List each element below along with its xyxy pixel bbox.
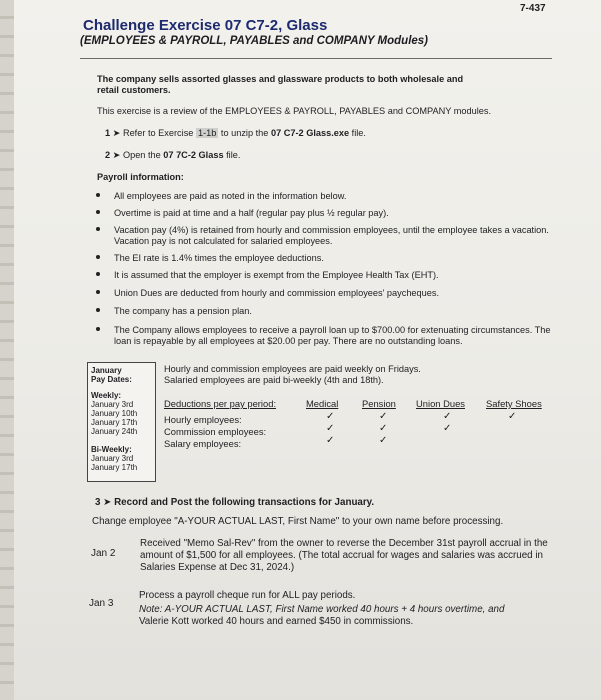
- column-header-safety-shoes: Safety Shoes: [486, 398, 542, 409]
- step-2: [105, 150, 240, 161]
- bullet-text: Vacation pay (4%) is retained from hourly and commission employees, until the employee takes a vacation. Vacation pay is not calculated for salaried employees.: [114, 225, 549, 246]
- row-label-commission: Commission employees:: [164, 426, 267, 437]
- weekly-date: January 17th: [91, 418, 138, 427]
- weekly-label: Weekly:: [91, 391, 122, 400]
- step-1-text: Refer to Exercise: [122, 128, 196, 138]
- intro-line-1: The company sells assorted glasses and glassware products to both wholesale and: [97, 74, 464, 84]
- step-2-text: Open the: [122, 150, 164, 160]
- change-employee-note: Change employee "A-YOUR ACTUAL LAST, First Name" to your own name before processing.: [92, 516, 504, 527]
- biweekly-date: January 17th: [91, 463, 138, 472]
- bullet-text: The Company allows employees to receive a payroll loan up to $700.00 for extenuating circumstances. The loan is repayable by all employees at $20.00 per pay. There are no outstanding loans.: [114, 325, 551, 346]
- transaction-date: Jan 2: [91, 548, 116, 559]
- bullet-icon: [96, 210, 100, 214]
- column-header-pension: Pension: [362, 398, 396, 409]
- page-number: 7-437: [520, 3, 546, 14]
- step-1-text-end: file.: [349, 128, 366, 138]
- intro-review: This exercise is a review of the EMPLOYEES & PAYROLL, PAYABLES and COMPANY modules.: [97, 106, 492, 116]
- transaction-line: Process a payroll cheque run for ALL pay periods.: [139, 590, 356, 601]
- step-arrow-icon: ➤: [110, 128, 123, 138]
- step-arrow-icon: ➤: [100, 497, 115, 508]
- step-3-number: 3: [95, 497, 101, 508]
- bullet-icon: [96, 290, 100, 294]
- transaction-line: Note: A-YOUR ACTUAL LAST, First Name worked 40 hours + 4 hours overtime, and: [139, 604, 505, 615]
- payroll-heading: Payroll information:: [97, 172, 184, 182]
- bullet-icon: [96, 272, 100, 276]
- transaction-line: Valerie Kott worked 40 hours and earned $450 in commissions.: [139, 616, 414, 627]
- step-1-filename: 07 C7-2 Glass.exe: [270, 128, 350, 138]
- step-1: [105, 128, 366, 139]
- step-3: [95, 497, 374, 508]
- spiral-binding: [0, 0, 14, 700]
- bullet-icon: [96, 255, 100, 259]
- title-divider: [80, 58, 552, 59]
- bullet-text: Overtime is paid at time and a half (regular pay plus ½ regular pay).: [114, 208, 389, 218]
- checkmark-icon: ✓: [443, 411, 452, 422]
- biweekly-label: Bi-Weekly:: [91, 445, 132, 454]
- transaction-date: Jan 3: [89, 598, 114, 609]
- step-2-filename: 07 7C-2 Glass: [163, 150, 224, 160]
- step-3-text: Record and Post the following transactions for January.: [114, 497, 375, 508]
- intro-line-2: retail customers.: [97, 85, 171, 95]
- pay-schedule-line-1: Hourly and commission employees are paid weekly on Fridays.: [164, 364, 421, 374]
- bullet-icon: [96, 327, 100, 331]
- weekly-date: January 3rd: [91, 400, 134, 409]
- transaction-line: Salaries Expense at Dec 31, 2024.): [140, 562, 295, 573]
- pay-dates-box: [87, 362, 156, 482]
- column-header-union-dues: Union Dues: [416, 398, 465, 409]
- weekly-date: January 24th: [91, 427, 138, 436]
- row-label-hourly: Hourly employees:: [164, 414, 242, 425]
- step-2-number: 2: [105, 150, 111, 160]
- step-1-text-mid: to unzip the: [218, 128, 271, 138]
- checkmark-icon: ✓: [326, 435, 335, 446]
- checkmark-icon: ✓: [379, 435, 388, 446]
- bullet-text: The company has a pension plan.: [114, 306, 252, 316]
- row-label-salary: Salary employees:: [164, 438, 242, 449]
- bullet-text: The EI rate is 1.4% times the employee deductions.: [114, 253, 324, 263]
- pay-dates-subtitle: Pay Dates:: [91, 375, 132, 384]
- step-1-exercise-ref: 1-1b: [197, 128, 217, 138]
- checkmark-icon: ✓: [379, 423, 388, 434]
- checkmark-icon: ✓: [379, 411, 388, 422]
- checkmark-icon: ✓: [443, 423, 452, 434]
- bullet-text: It is assumed that the employer is exempt from the Employee Health Tax (EHT).: [114, 270, 439, 280]
- column-header-medical: Medical: [306, 398, 339, 409]
- pay-dates-title: January: [91, 366, 122, 375]
- biweekly-date: January 3rd: [91, 454, 134, 463]
- step-arrow-icon: ➤: [110, 150, 123, 160]
- checkmark-icon: ✓: [508, 411, 517, 422]
- step-1-number: 1: [105, 128, 111, 138]
- bullet-text: All employees are paid as noted in the information below.: [114, 191, 347, 201]
- transaction-line: Received "Memo Sal-Rev" from the owner to reverse the December 31st payroll accrual in the: [140, 538, 548, 549]
- bullet-icon: [96, 308, 100, 312]
- checkmark-icon: ✓: [326, 411, 335, 422]
- pay-schedule-line-2: Salaried employees are paid bi-weekly (4th and 18th).: [164, 375, 384, 385]
- deductions-heading: Deductions per pay period:: [164, 398, 277, 409]
- bullet-text: Union Dues are deducted from hourly and commission employees' paycheques.: [114, 288, 440, 298]
- exercise-subtitle: (EMPLOYEES & PAYROLL, PAYABLES and COMPANY Modules): [80, 35, 429, 47]
- bullet-icon: [96, 227, 100, 231]
- exercise-title: Challenge Exercise 07 C7-2, Glass: [83, 17, 328, 34]
- step-2-text-end: file.: [223, 150, 241, 160]
- transaction-line: amount of $1,500 for all employees. (The total accrual for wages and salaries was accrued in: [140, 550, 543, 561]
- weekly-date: January 10th: [91, 409, 138, 418]
- checkmark-icon: ✓: [326, 423, 335, 434]
- bullet-icon: [96, 193, 100, 197]
